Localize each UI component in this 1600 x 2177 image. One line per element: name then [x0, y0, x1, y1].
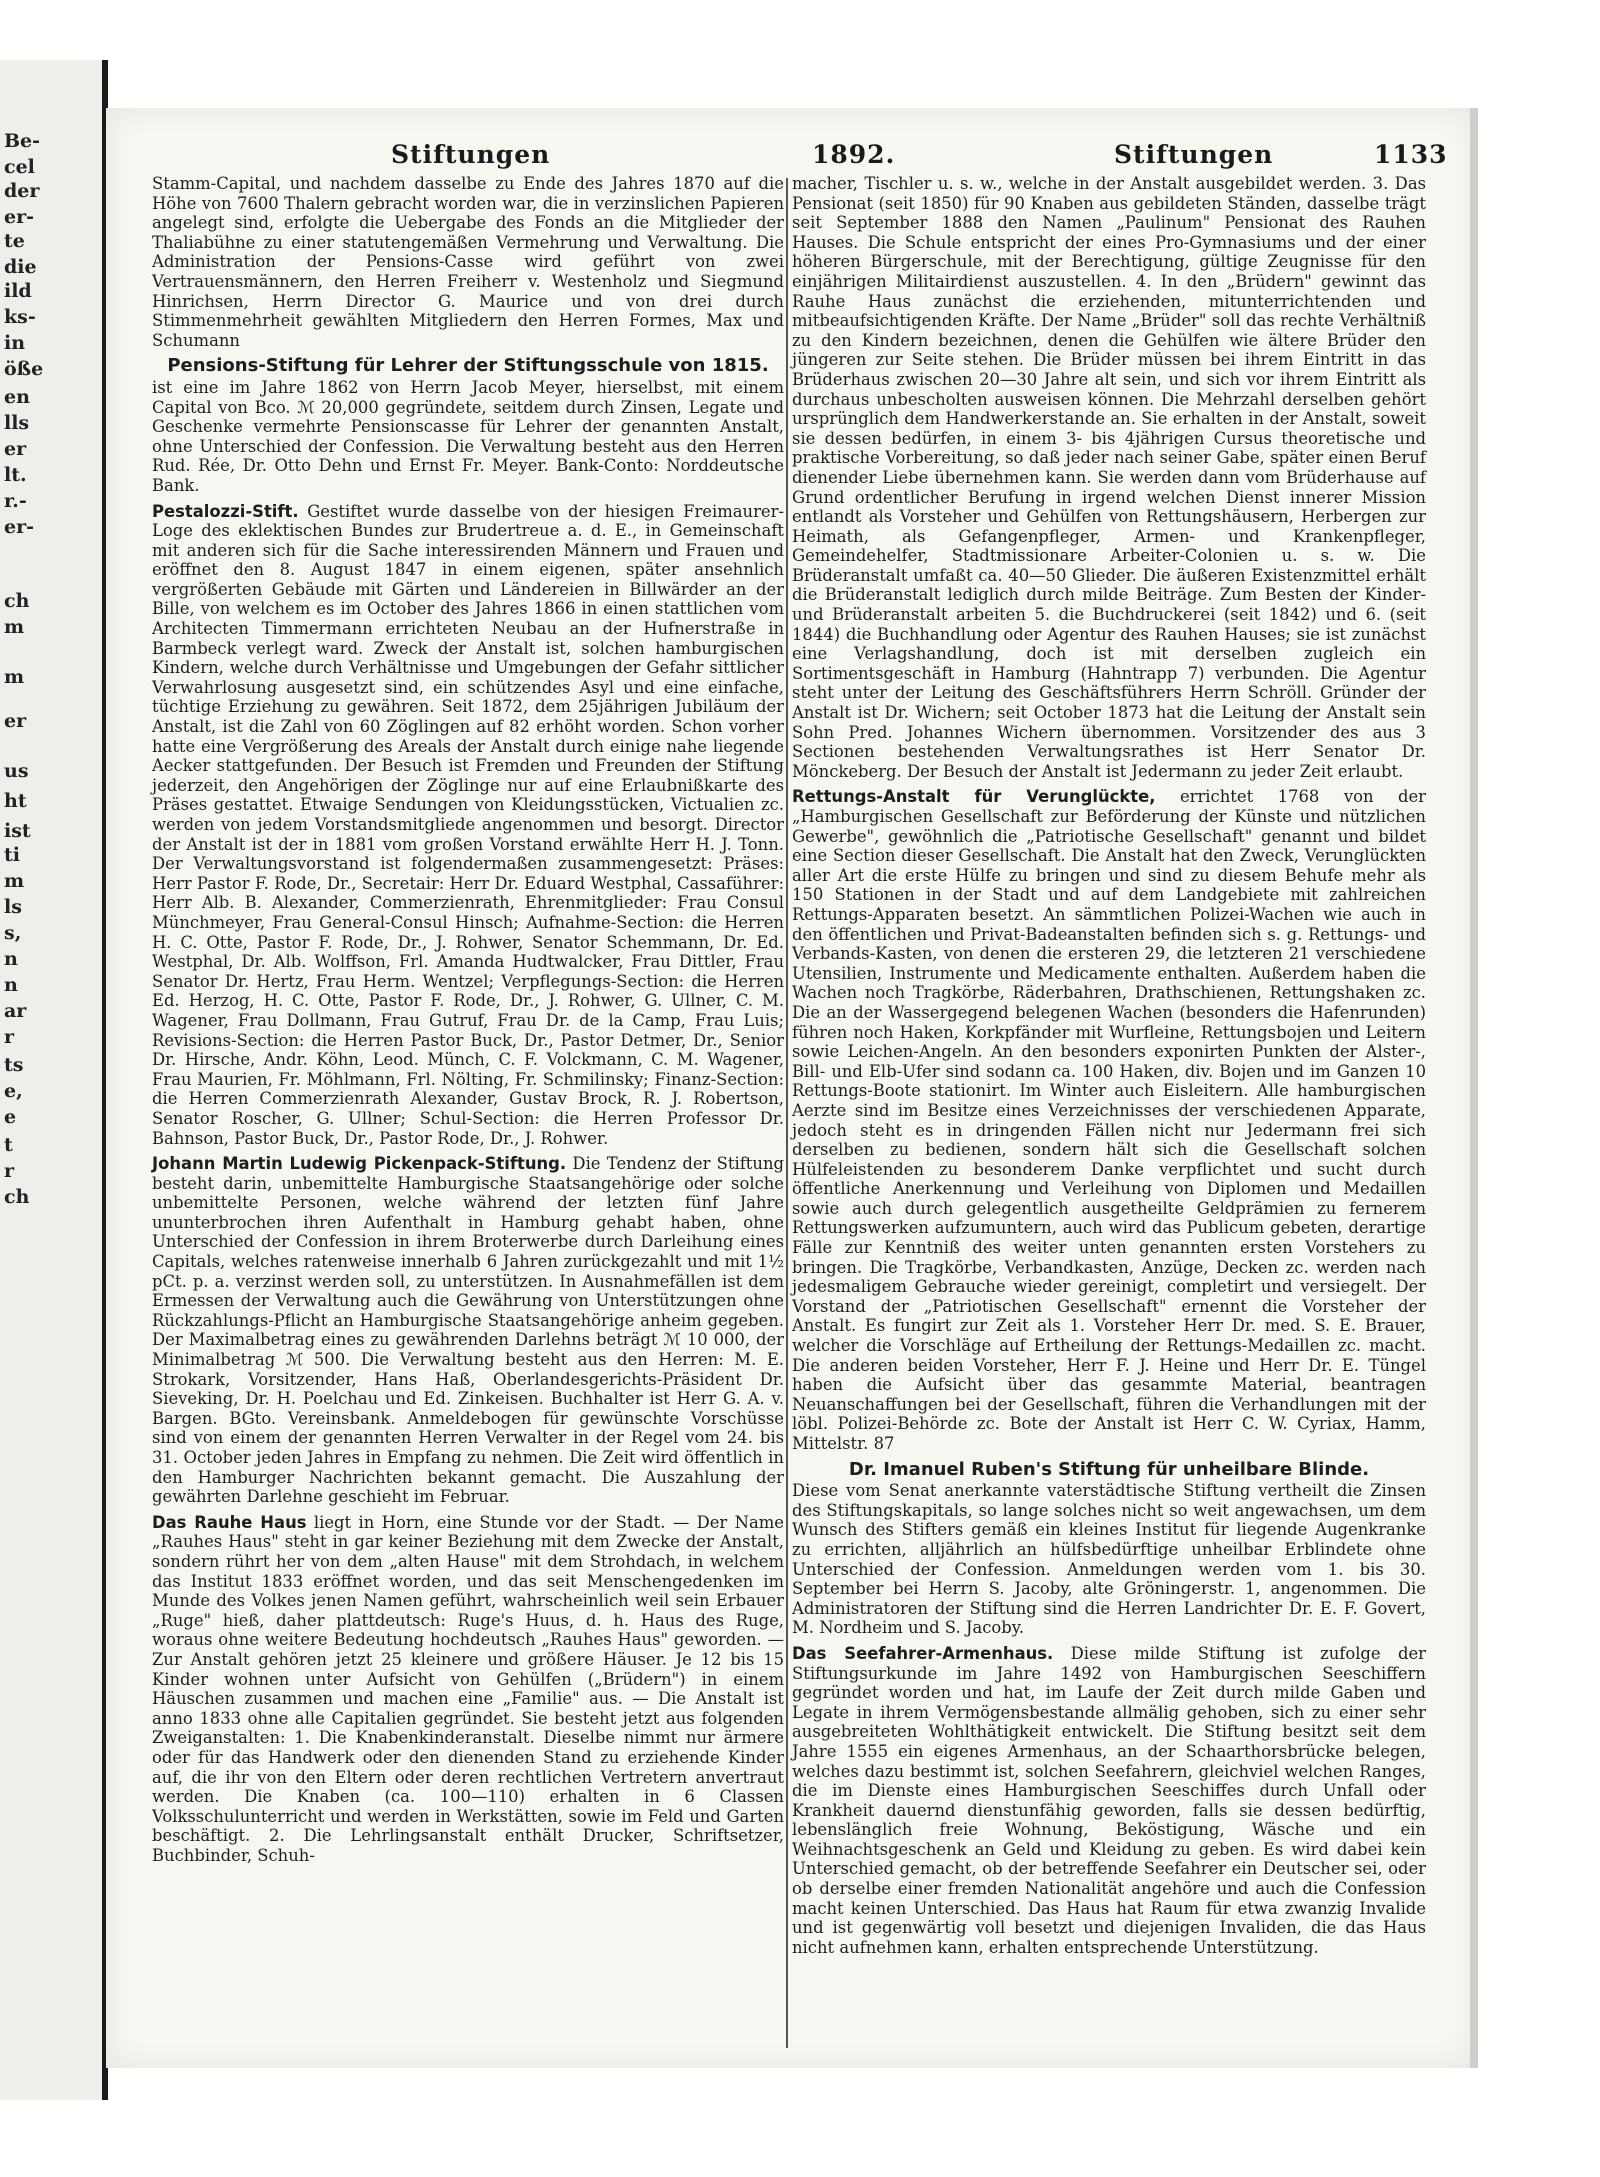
adjacent-page-text-fragment: ist	[4, 820, 31, 842]
adjacent-page-text-fragment: er	[4, 710, 27, 732]
adjacent-page-text-fragment: te	[4, 230, 25, 252]
adjacent-page-text-fragment: r	[4, 1026, 15, 1048]
adjacent-page-text-fragment: der	[4, 180, 40, 202]
right-column	[792, 174, 1426, 1961]
page-number: 1133	[1374, 140, 1448, 169]
entry-body: Die Tendenz der Stiftung besteht darin, unbemittelte Hamburgische Staatsangehörige oder solche unbemittelte Personen, welche während der letzten fünf Jahre ununterbrochen ihren Aufenthalt in Hamburg gehabt haben, ohne Unterschied der Confession in ihrem Broterwerbe durch Darleihung eines Capitals, welches ratenweise innerhalb 6 Jahren zurückgezahlt und mit 1½ pCt. p. a. verzinst werden soll, zu unterstützen. In Ausnahmefällen ist dem Ermessen der Verwaltung auch die Gewährung von Unterstützungen ohne Rückzahlungs-Pflicht an Hamburgische Staatsangehörige anheim gegeben. Der Maximalbetrag eines zu gewährenden Darlehns beträgt ℳ 10 000, der Minimalbetrag ℳ 500. Die Verwaltung besteht aus den Herren: M. E. Strokark, Vorsitzender, Hans Haß, Oberlandesgerichts-Präsident Dr. Sieveking, Dr. H. Poelchau und Ed. Zinkeisen. Buchhalter ist Herr G. A. v. Bargen. BGto. Vereinsbank. Anmeldebogen für gewünschte Vorschüsse sind von einem der genannten Herren Verwalter in der Regel vom 24. bis 31. October jeden Jahres in Empfang zu nehmen. Die Zeit wird öffentlich in den Hamburger Nachrichten bekannt gemacht. Die Auszahlung der gewährten Darlehne geschieht im Februar.	[152, 1154, 784, 1507]
entry-body: Gestiftet wurde dasselbe von der hiesigen Freimaurer-Loge des eklektischen Bundes zur Brudertreue a. d. E., in Gemeinschaft mit anderen sich für die Sache interessirenden Männern und Frauen und eröffnet den 8. August 1847 in einem eigenen, später ansehnlich vergrößerten Gebäude mit Gärten und Ländereien in Billwärder an der Bille, von welchem es im October des Jahres 1866 in einen stattlichen vom Architecten Timmermann errichteten Neubau an der Hufnerstraße in Barmbeck verlegt ward. Zweck der Anstalt ist, solchen hamburgischen Kindern, welche durch Verhältnisse und Umgebungen der Gefahr sittlicher Verwahrlosung ausgesetzt sind, ein schützendes Asyl und eine einfache, tüchtige Erziehung zu gewähren. Seit 1872, dem 25jährigen Jubiläum der Anstalt, ist die Zahl von 60 Zöglingen auf 82 erhöht worden. Schon vorher hatte eine Vergrößerung des Areals der Anstalt durch einige nahe liegende Aecker stattgefunden. Der Besuch ist Fremden und Freunden der Stiftung jederzeit, den Angehörigen der Zöglinge nur auf eine Erlaubnißkarte des Präses gestattet. Etwaige Sendungen von Kleidungsstücken, Victualien zc. werden von jedem Vorstandsmitgliede angenommen und besorgt. Director der Anstalt ist der in 1881 vom großen Vorstand erwählte Herr H. J. Tonn. Der Verwaltungsvorstand ist folgendermaßen zusammengesetzt: Präses: Herr Pastor F. Rode, Dr., Secretair: Herr Dr. Eduard Westphal, Cassaführer: Herr Alb. B. Alexander, Commerzienrath, Ehrenmitglieder: Frau Consul Münchmeyer, Frau General-Consul Hinsch; Aufnahme-Section: die Herren H. C. Otte, Pastor F. Rode, Dr., J. Rohwer, Senator Schemmann, Dr. Ed. Westphal, Dr. Alb. Wolffson, Frl. Amanda Hudtwalcker, Frau Dittler, Frau Senator Dr. Hertz, Frau Herm. Wentzel; Verpflegungs-Section: die Herren Ed. Herzog, H. C. Otte, Pastor F. Rode, Dr., J. Rohwer, G. Ullner, C. M. Wagener, Frau Dollmann, Frau Gutruf, Frau Dr. de la Camp, Frau Luis; Revisions-Section: die Herren Pastor Buck, Dr., Pastor Detmer, Dr., Senior Dr. Hirsche, Andr. Köhn, Leod. Münch, C. F. Volckmann, C. M. Wagener, Frau Maurien, Fr. Möhlmann, Frl. Nölting, Fr. Schmilinsky; Finanz-Section: die Herren Commerzienrath Alexander, Gustav Brock, R. J. Robertson, Senator Roscher, G. Ullner; Schul-Section: die Herren Professor Dr. Bahnson, Pastor Buck, Dr., Pastor Rode, Dr., J. Rohwer.	[152, 501, 784, 1148]
entry-body: macher, Tischler u. s. w., welche in der Anstalt ausgebildet werden. 3. Das Pensionat (seit 1850) für 90 Knaben aus gebildeten Ständen, dasselbe trägt seit September 1888 den Namen „Paulinum" Pensionat des Rauhen Hauses. Die Schule entspricht der eines Pro-Gymnasiums und der einer höheren Bürgerschule, mit der Berechtigung, gültige Zeugnisse für den einjährigen Militairdienst auszustellen. 4. In den „Brüdern" gewinnt das Rauhe Haus zunächst die erziehenden, mitunterrichtenden und mitbeaufsichtigenden Kräfte. Der Name „Brüder" soll das rechte Verhältniß zu den Kindern bezeichnen, denen die Gehülfen wie ältere Brüder den jüngeren zur Seite stehen. Die Brüder müssen bei ihrem Eintritt in das Brüderhaus zwischen 20—30 Jahre alt sein, und sich vor ihrem Eintritt als durchaus unbescholten ausweisen können. Die Mehrzahl derselben gehört ursprünglich dem Handwerkerstande an. Sie erhalten in der Anstalt, soweit sie dessen bedürfen, in einem 3- bis 4jährigen Cursus theoretische und praktische Vorbereitung, so daß jeder nach seiner Gabe, später einen Beruf dienender Liebe übernehmen kann. Sie werden dann vom Brüderhause auf Grund ordentlicher Berufung in irgend welchen Dienst innerer Mission entlandt als Vorsteher und Gehülfen von Rettungshäusern, Herbergen zur Heimath, als Gefangenpfleger, Armen- und Krankenpfleger, Gemeindehelfer, Stadtmissionare Arbeiter-Colonien u. s. w. Die Brüderanstalt umfaßt ca. 40—50 Glieder. Die äußeren Existenzmittel erhält die Brüderanstalt lediglich durch milde Beiträge. Zum Besten der Kinder- und Brüderanstalt arbeiten 5. die Buchdruckerei (seit 1842) und 6. (seit 1844) die Buchhandlung oder Agentur des Rauhen Hauses; sie ist zunächst eine Verlagshandlung, doch ist mit derselben zugleich ein Sortimentsgeschäft in Hamburg (Hahntrapp 7) verbunden. Die Agentur steht unter der Leitung des Geschäftsführers Herrn Schröll. Gründer der Anstalt ist Dr. Wichern; seit October 1873 hat die Leitung der Anstalt sein Sohn Pred. Johannes Wichern übernommen. Vorsitzender des aus 3 Sectionen bestehenden Verwaltungsrathes ist Herr Senator Dr. Mönckeberg. Der Besuch der Anstalt ist Jedermann zu jeder Zeit erlaubt.	[792, 174, 1426, 781]
adjacent-page-text-fragment: er-	[4, 516, 34, 538]
entry-heading: Dr. Imanuel Ruben's Stiftung für unheilbare Blinde.	[848, 1458, 1370, 1480]
adjacent-page-text-fragment: cel	[4, 156, 35, 178]
adjacent-page-text-fragment: ch	[4, 590, 30, 612]
header-right-title: Stiftungen	[1114, 140, 1274, 169]
adjacent-page-text-fragment: m	[4, 666, 25, 688]
entry-heading: Rettungs-Anstalt für Verunglückte,	[792, 787, 1156, 807]
adjacent-page-text-fragment: in	[4, 332, 26, 354]
entry-heading: Pestalozzi-Stift.	[152, 501, 299, 521]
adjacent-page-text-fragment: ar	[4, 1000, 27, 1022]
adjacent-page-text-fragment: ild	[4, 280, 32, 302]
entry-body: Diese milde Stiftung ist zufolge der Stiftungsurkunde im Jahre 1492 von Hamburgischen Seeschiffern gegründet worden und hat, im Laufe der Zeit durch milde Gaben und Legate in ihrem Vermögensbestande allmälig gehoben, sich zu einer sehr ausgebreiteten Wohlthätigkeit entwickelt. Die Stiftung besitzt seit dem Jahre 1555 ein eigenes Armenhaus, an der Schaarthorsbrücke belegen, welches dazu bestimmt ist, solchen Seefahrern, gleichviel welchen Ranges, die im Dienste eines Hamburgischen Seeschiffes durch Unfall oder Krankheit dauernd dienstunfähig geworden, falls sie dessen bedürftig, lebenslänglich freie Wohnung, Beköstigung, Wäsche und ein Weihnachtsgeschenk an Geld und Kleidung zu geben. Es wird dabei kein Unterschied gemacht, ob der betreffende Seefahrer ein Deutscher sei, oder ob derselbe einer fremden Nationalität angehöre und auch die Confession macht keinen Unterschied. Das Haus hat Raum für etwa zwanzig Invalide und ist gegenwärtig voll besetzt und diejenigen Invaliden, die das Haus nicht aufnehmen kann, erhalten entsprechende Unterstützung.	[792, 1643, 1427, 1957]
adjacent-page-text-fragment: r.-	[4, 490, 27, 512]
entry-paragraph	[792, 787, 1426, 1453]
adjacent-page-text-fragment: öße	[4, 358, 44, 380]
entry-heading: Das Rauhe Haus	[152, 1512, 307, 1532]
entry-heading: Johann Martin Ludewig Pickenpack-Stiftung.	[152, 1154, 567, 1174]
entry-text	[152, 378, 784, 496]
adjacent-page-text-fragment: er	[4, 438, 27, 460]
adjacent-page-text-fragment: n	[4, 948, 18, 970]
entry-heading: Das Seefahrer-Armenhaus.	[792, 1643, 1054, 1663]
adjacent-page-text-fragment: m	[4, 616, 25, 638]
adjacent-page-text-fragment: ls	[4, 896, 22, 918]
page-edge-shadow	[1470, 108, 1478, 2068]
adjacent-page-text-fragment: lt.	[4, 464, 27, 486]
adjacent-page-text-fragment: en	[4, 386, 30, 408]
entry-paragraph	[152, 1154, 784, 1507]
entry-text	[792, 1481, 1426, 1638]
adjacent-page-text-fragment: t	[4, 1134, 13, 1156]
entry-body: errichtet 1768 von der „Hamburgischen Gesellschaft zur Beförderung der Künste und nützlichen Gewerbe", gewöhnlich die „Patriotische Gesellschaft" genannt und bildet eine Section dieser Gesellschaft. Die Anstalt hat den Zweck, Verunglückten aller Art die erste Hülfe zu bringen und sind zu diesem Behufe mehr als 150 Stationen in der Stadt und auf dem Landgebiete mit zahlreichen Rettungs-Apparaten besetzt. An sämmtlichen Polizei-Wachen wie auch in den öffentlichen und Privat-Badeanstalten befinden sich s. g. Rettungs- und Verbands-Kasten, von denen die ersteren 29, die letzteren 21 verschiedene Utensilien, Instrumente und Medicamente enthalten. Außerdem haben die Wachen noch Tragkörbe, Räderbahren, Drathschienen, Rettungshaken zc. Die an der Wassergegend belegenen Wachen (besonders die Hafenrunden) führen noch Haken, Korkpfänder mit Wurfleine, Rettungsbojen und Leitern sowie Leichen-Angeln. An den besonders exponirten Punkten der Alster-, Bill- und Elb-Ufer sind sodann ca. 100 Haken, div. Bojen und im Ganzen 10 Rettungs-Boote stationirt. Im Winter auch Eisleitern. Alle hamburgischen Aerzte sind im Besitze eines Verzeichnisses der verschiedenen Apparate, jedoch steht es in dringenden Fällen nicht nur Jedermann frei sich derselben zu bedienen, sondern hält sich die Gesellschaft solchen Hülfeleistenden zu besonderem Danke verpflichtet und sucht durch öffentliche Anerkennung und Verleihung von Diplomen und Medaillen sowie auch durch gelegentlich ausgetheilte Geldprämien zu fernerem Rettungswerken aufzumuntern, auch wird das Publicum gebeten, derartige Fälle zur Kenntniß des weiter unten genannten ersten Vorstehers zu bringen. Die Tragkörbe, Verbandkasten, Anzüge, Decken zc. werden nach jedesmaligem Gebrauche wieder gereinigt, completirt und versiegelt. Der Vorstand der „Patriotischen Gesellschaft" ernennt die Vorsteher der Anstalt. Es fungirt zur Zeit als 1. Vorsteher Herr Dr. med. S. E. Brauer, welcher die Vorschläge auf Ertheilung der Rettungs-Medaillen zc. macht. Die anderen beiden Vorsteher, Herr F. J. Heine und Herr Dr. E. Tüngel haben die Aufsicht über das gesammte Material, beantragen Neuanschaffungen bei der Gesellschaft, führen die Verhandlungen mit der löbl. Polizei-Behörde zc. Bote der Anstalt ist Herr C. W. Cyriax, Hamm, Mittelstr. 87	[792, 787, 1426, 1453]
adjacent-page-text-fragment: ch	[4, 1186, 30, 1208]
entry-paragraph	[152, 174, 784, 350]
entry-paragraph	[152, 502, 784, 1149]
adjacent-page-text-fragment: s,	[4, 922, 22, 944]
entry-paragraph	[152, 1513, 784, 1866]
entry-heading: Pensions-Stiftung für Lehrer der Stiftungsschule von 1815.	[167, 355, 769, 377]
adjacent-page-text-fragment: ks-	[4, 306, 36, 328]
entry-paragraph	[792, 174, 1426, 781]
adjacent-page-text-fragment: Be-	[4, 130, 41, 152]
adjacent-page-text-fragment: e	[4, 1106, 17, 1128]
adjacent-page-text-fragment: n	[4, 974, 18, 996]
column-divider	[786, 178, 788, 2048]
page	[106, 108, 1476, 2068]
adjacent-page-text-fragment: us	[4, 760, 29, 782]
adjacent-page-edge	[0, 60, 108, 2100]
entry-body: Stamm-Capital, und nachdem dasselbe zu Ende des Jahres 1870 auf die Höhe von 7600 Thalern gebracht worden war, die in verzinslichen Papieren angelegt sind, erfolgte die Uebergabe des Fonds an die Mitglieder der Thaliabühne zu einer statutengemäßen Vermehrung und Verwaltung. Die Administration der Pensions-Casse wird geführt von zwei Vertrauensmännern, den Herren Freiherr v. Westenholz und Siegmund Hinrichsen, Herrn Director G. Maurice und von drei durch Stimmenmehrheit gewählten Mitgliedern den Herren Formes, Max und Schumann	[152, 174, 784, 350]
running-header	[106, 108, 1476, 168]
adjacent-page-text-fragment: er-	[4, 206, 34, 228]
adjacent-page-text-fragment: ts	[4, 1054, 24, 1076]
adjacent-page-text-fragment: die	[4, 256, 37, 278]
adjacent-page-text-fragment: r	[4, 1160, 15, 1182]
entry-body: Diese vom Senat anerkannte vaterstädtische Stiftung vertheilt die Zinsen des Stiftungskapitals, so lange solches nicht so weit angewachsen, um dem Wunsch des Stifters gemäß ein kleines Institut für liegende Augenkranke zu errichten, alljährlich an hülfsbedürftige unheilbar Erblindete ohne Unterschied der Confession. Anmeldungen werden vom 1. bis 30. September bei Herrn S. Jacoby, alte Gröningerstr. 1, angenommen. Die Administratoren der Stiftung sind die Herren Landrichter Dr. E. F. Govert, M. Nordheim und S. Jacoby.	[792, 1481, 1426, 1638]
entry-body: liegt in Horn, eine Stunde vor der Stadt. — Der Name „Rauhes Haus" steht in gar keiner Beziehung mit dem Zwecke der Anstalt, sondern rührt her von dem „alten Hause" mit dem Strohdach, in welchem das Institut 1833 eröffnet worden, und das seit Menschengedenken im Munde des Volkes jenen Namen geführt, wahrscheinlich weil sein Erbauer „Ruge" hieß, daher plattdeutsch: Ruge's Huus, d. h. Haus des Ruge, woraus ohne weitere Bedeutung hochdeutsch „Rauhes Haus" geworden. — Zur Anstalt gehören jetzt 25 kleinere und größere Häuser. Je 12 bis 15 Kinder wohnen unter Aufsicht von Gehülfen („Brüdern") in einem Häuschen zusammen und machen eine „Familie" aus. — Die Anstalt ist anno 1833 ohne alle Capitalien gegründet. Sie besteht jetzt aus folgenden Zweiganstalten: 1. Die Knabenkinderanstalt. Dieselbe nimmt nur ärmere oder für das Handwerk oder den dienenden Stand zu erziehende Kinder auf, die ihr von den Eltern oder deren rechtlichen Vertretern anvertraut werden. Die Knaben (ca. 100—110) erhalten in 6 Classen Volksschulunterricht und werden in Werkstätten, sowie im Feld und Garten beschäftigt. 2. Die Lehrlingsanstalt enthält Drucker, Schriftsetzer, Buchbinder, Schuh-	[152, 1512, 784, 1865]
entry-body: ist eine im Jahre 1862 von Herrn Jacob Meyer, hierselbst, mit einem Capital von Bco. ℳ 20,000 gegründete, seitdem durch Zinsen, Legate und Geschenke vermehrte Pensionscasse für Lehrer der genannten Anstalt, ohne Unterschied der Confession. Die Verwaltung besteht aus den Herren Rud. Rée, Dr. Otto Dehn und Ernst Fr. Meyer. Bank-Conto: Norddeutsche Bank.	[152, 377, 784, 495]
entry-paragraph	[792, 1644, 1426, 1958]
adjacent-page-text-fragment: ht	[4, 790, 27, 812]
adjacent-page-text-fragment: e,	[4, 1080, 23, 1102]
header-left-title: Stiftungen	[391, 140, 551, 169]
adjacent-page-text-fragment: ti	[4, 844, 20, 866]
header-year: 1892.	[812, 140, 896, 169]
adjacent-page-text-fragment: m	[4, 870, 25, 892]
left-column	[152, 174, 784, 1869]
adjacent-page-text-fragment: lls	[4, 412, 30, 434]
